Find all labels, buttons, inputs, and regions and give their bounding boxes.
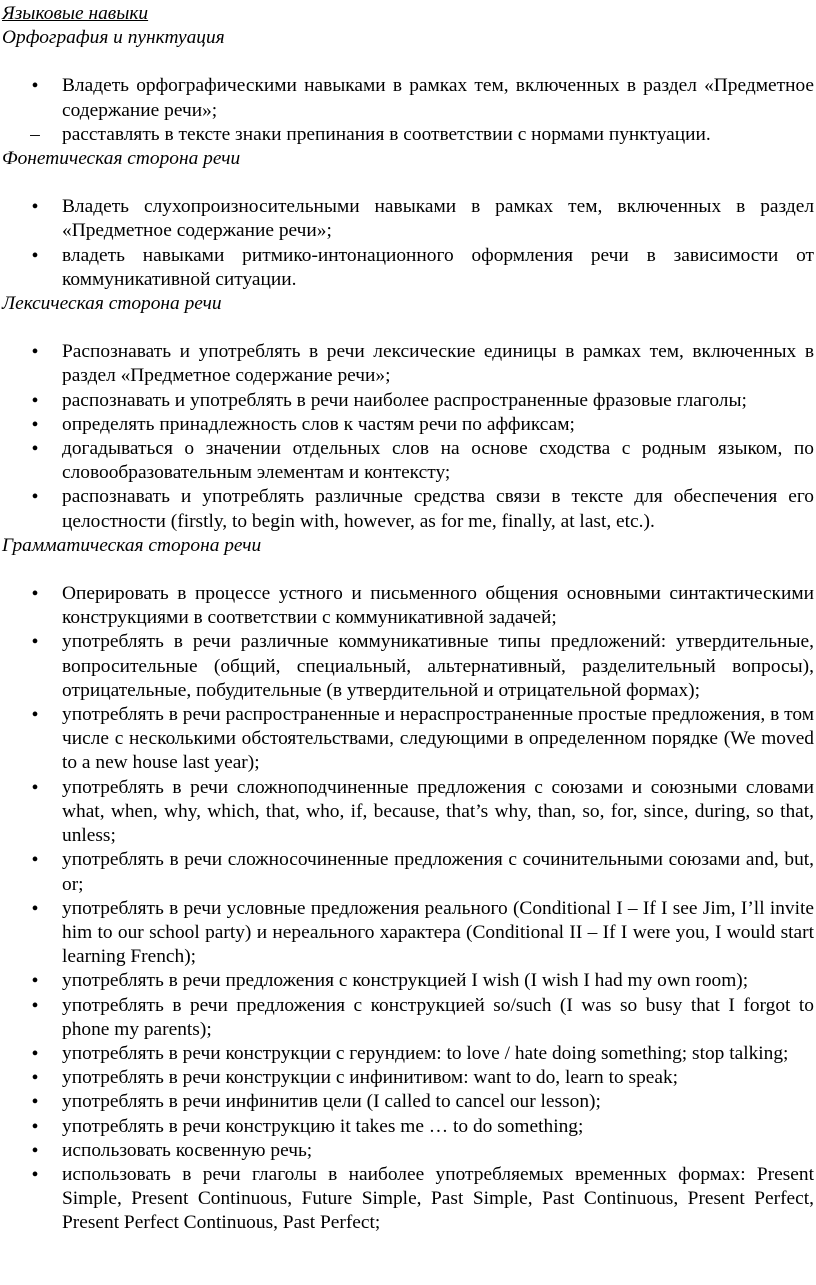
list-item (0, 1139, 816, 1163)
bullet-marker (28, 897, 42, 922)
bullet-marker (28, 994, 42, 1019)
list-item (0, 969, 816, 993)
list-item-text: употреблять в речи инфинитив цели (I called to cancel our lesson); (62, 1091, 601, 1113)
list-item-text: Распознавать и употреблять в речи лексические единицы в рамках тем, включенных в раздел «Предметное содержание речи»; (62, 341, 814, 387)
list-item-text: употреблять в речи конструкции с инфинитивом: want to do, learn to speak; (62, 1067, 679, 1089)
bullet-marker (28, 630, 42, 655)
list-item (0, 195, 816, 243)
list-item (0, 1090, 816, 1114)
bullet-marker (28, 703, 42, 728)
bullet-marker (28, 485, 42, 510)
list-item (0, 244, 816, 292)
list-item-text: распознавать и употреблять различные средства связи в тексте для обеспечения его целостности (firstly, to begin with, however, as for me, finally, at last, etc.). (62, 486, 814, 532)
bullet-marker (28, 1090, 42, 1115)
list-item (0, 582, 816, 630)
list-item-text: употреблять в речи условные предложения реального (Conditional I – If I see Jim, I’ll invite him to our school party) и нереального характера (Conditional II – If I were you, I would start learning French); (62, 897, 814, 968)
bullet-marker (28, 776, 42, 801)
bullet-marker (28, 413, 42, 438)
section-heading: Языковые навыки (2, 3, 149, 24)
bullet-list (0, 340, 816, 534)
bullet-marker (28, 1115, 42, 1140)
list-item-text: употреблять в речи распространенные и нераспространенные простые предложения, в том числе с несколькими обстоятельствами, следующими в определенном порядке (We moved to a new house last year); (62, 704, 814, 774)
list-item-text: употреблять в речи конструкции с герундием: to love / hate doing something; stop talking; (62, 1042, 789, 1064)
section-heading: Лексическая сторона речи (2, 293, 222, 315)
list-item (0, 1163, 816, 1236)
bullet-list (0, 582, 816, 1235)
list-item-text: догадываться о значении отдельных слов на основе сходства с родным языком, по словообразовательным элементам и контексту; (62, 438, 814, 484)
list-item-text: Владеть слухопроизносительными навыками в рамках тем, включенных в раздел «Предметное содержание речи»; (62, 196, 814, 242)
bullet-marker (28, 582, 42, 607)
list-item-text: употреблять в речи предложения с конструкцией I wish (I wish I had my own room); (62, 970, 749, 992)
list-item-text: употреблять в речи конструкцию it takes me … to do something; (62, 1115, 584, 1137)
bullet-marker (28, 437, 42, 462)
list-item (0, 437, 816, 485)
list-item (0, 389, 816, 413)
list-item-text: расставлять в тексте знаки препинания в соответствии с нормами пунктуации. (62, 123, 711, 145)
section-spacer (0, 316, 816, 340)
bullet-marker (28, 1042, 42, 1067)
dash-marker (28, 123, 42, 147)
list-item (0, 630, 816, 703)
list-item-text: употреблять в речи различные коммуникативные типы предложений: утвердительные, вопросительные (общий, специальный, альтернативный, разделительный вопросы), отрицательные, побудительные (в утвердительной и отрицательной формах); (62, 631, 814, 701)
bullet-list (0, 74, 816, 147)
list-item-text: распознавать и употреблять в речи наиболее распространенные фразовые глаголы; (62, 389, 747, 411)
list-item-text: употреблять в речи сложносочиненные предложения с сочинительными союзами and, but, or; (62, 849, 814, 895)
bullet-marker (28, 244, 42, 269)
list-item (0, 776, 816, 849)
section-spacer (0, 558, 816, 582)
bullet-list (0, 195, 816, 292)
list-item (0, 123, 816, 147)
list-item (0, 1115, 816, 1139)
section-heading: Фонетическая сторона речи (2, 148, 241, 170)
section-spacer (0, 50, 816, 74)
bullet-marker (28, 195, 42, 220)
bullet-marker (28, 389, 42, 414)
list-item-text: Владеть орфографическими навыками в рамках тем, включенных в раздел «Предметное содержание речи»; (62, 75, 814, 121)
section-heading: Орфография и пунктуация (2, 27, 225, 49)
list-item (0, 994, 816, 1042)
bullet-marker (28, 1163, 42, 1188)
list-item (0, 703, 816, 776)
list-item-text: использовать в речи глаголы в наиболее употребляемых временных формах: Present Simple, Present Continuous, Future Simple, Past Simple, Past Continuous, Present Perfect, Present Perfect Continuous, Past Perfect; (62, 1163, 814, 1234)
section-heading: Грамматическая сторона речи (2, 534, 262, 556)
section-spacer (0, 171, 816, 195)
list-item-text: определять принадлежность слов к частям речи по аффиксам; (62, 413, 575, 435)
list-item (0, 897, 816, 970)
bullet-marker (28, 1066, 42, 1091)
list-item (0, 485, 816, 533)
list-item-text: Оперировать в процессе устного и письменного общения основными синтактическими конструкциями в соответствии с коммуникативной задачей; (62, 583, 814, 629)
bullet-marker (28, 848, 42, 873)
list-item (0, 1042, 816, 1066)
list-item (0, 848, 816, 896)
list-item (0, 74, 816, 122)
list-item (0, 340, 816, 388)
bullet-marker (28, 1139, 42, 1164)
bullet-marker (28, 969, 42, 994)
bullet-marker (28, 74, 42, 99)
list-item-text: использовать косвенную речь; (62, 1139, 313, 1161)
list-item-text: употреблять в речи предложения с конструкцией so/such (I was so busy that I forgot to phone my parents); (62, 994, 814, 1040)
list-item-text: употреблять в речи сложноподчиненные предложения с союзами и союзными словами what, when, why, which, that, who, if, because, that’s why, than, so, for, since, during, so that, unless; (62, 776, 814, 847)
bullet-marker (28, 340, 42, 365)
list-item (0, 413, 816, 437)
list-item (0, 1066, 816, 1090)
list-item-text: владеть навыками ритмико-интонационного оформления речи в зависимости от коммуникативной ситуации. (62, 244, 814, 290)
